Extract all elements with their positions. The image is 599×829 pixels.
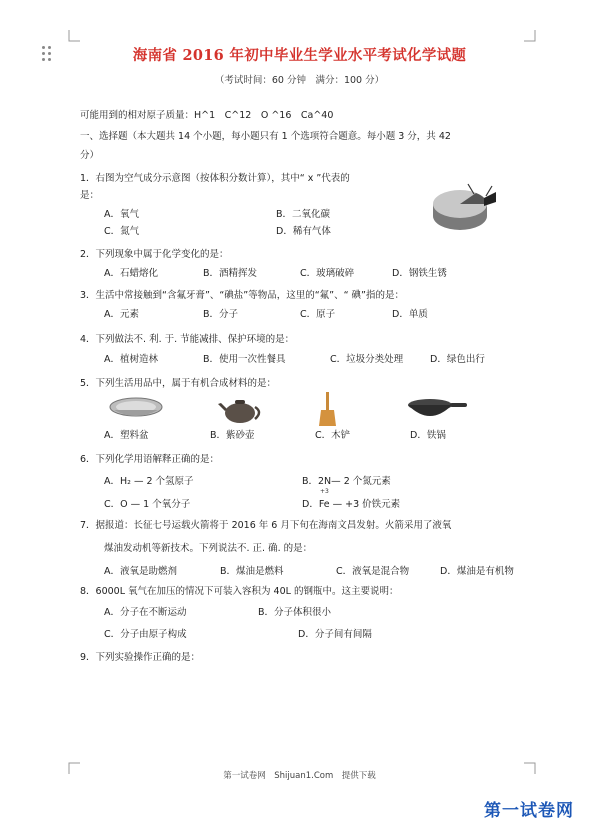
teapot-image xyxy=(218,392,264,426)
q4-stem: 4．下列做法不. 利. 于. 节能减排、保护环境的是： xyxy=(80,334,295,345)
q4-option-c: C．垃圾分类处理 xyxy=(330,354,404,365)
q1-option-a: A．氧气 xyxy=(104,209,139,220)
crop-mark-top-left xyxy=(68,30,80,42)
section-heading: 一、选择题（本大题共 14 个小题，每小题只有 1 个选项符合题意。每小题 3 分，共 42 xyxy=(80,131,451,142)
q2-stem: 2．下列现象中属于化学变化的是： xyxy=(80,249,229,260)
q3-option-d: D．单质 xyxy=(392,309,428,320)
q2-option-b: B．酒精挥发 xyxy=(203,268,258,279)
page-title: 海南省 2016 年初中毕业生学业水平考试化学试题 xyxy=(132,47,467,64)
q3-option-b: B．分子 xyxy=(203,309,239,320)
q2-option-a: A．石蜡熔化 xyxy=(104,268,158,279)
q4-option-b: B．使用一次性餐具 xyxy=(203,354,286,365)
crop-mark-top-right xyxy=(524,30,536,42)
q8-option-d: D．分子间有间隔 xyxy=(298,629,372,640)
q4-option-a: A．植树造林 xyxy=(104,354,158,365)
q6-stem: 6．下列化学用语解释正确的是： xyxy=(80,454,220,465)
q1-option-c: C．氮气 xyxy=(104,226,140,237)
q3-option-c: C．原子 xyxy=(300,309,336,320)
atomic-masses: 可能用到的相对原子质量：H^1 C^12 O ^16 Ca^40 xyxy=(80,110,334,121)
q5-option-b: B．紫砂壶 xyxy=(210,430,255,441)
q3-stem: 3．生活中常接触到“含氟牙膏”、“碘盐”等物品，这里的“氟”、“ 碘”指的是： xyxy=(80,290,404,301)
iron-wok-image xyxy=(404,395,468,423)
q2-option-c: C．玻璃破碎 xyxy=(300,268,355,279)
q1-option-b: B．二氧化碳 xyxy=(276,209,331,220)
q8-stem: 8．6000L 氧气在加压的情况下可装入容积为 40L 的钢瓶中。这主要说明： xyxy=(80,586,399,597)
q7-stem: 7．据报道：长征七号运载火箭将于 2016 年 6 月下旬在海南文昌发射。火箭采用了液氧 xyxy=(80,520,452,531)
q6-option-b: B．2N— 2 个氮元素 xyxy=(302,476,391,487)
q1-option-d: D．稀有气体 xyxy=(276,226,331,237)
q7-option-b: B．煤油是燃料 xyxy=(220,566,284,577)
q8-option-c: C．分子由原子构成 xyxy=(104,629,187,640)
q6-option-c: C．O — 1 个氧分子 xyxy=(104,499,191,510)
q4-option-d: D．绿色出行 xyxy=(430,354,485,365)
q1-stem: 1．右图为空气成分示意图（按体积分数计算），其中“ x ”代表的 xyxy=(80,173,350,184)
q5-stem: 5．下列生活用品中，属于有机合成材料的是： xyxy=(80,378,277,389)
q6-option-d: D．Fe — +3 价铁元素 xyxy=(302,499,401,510)
q8-option-a: A．分子在不断运动 xyxy=(104,607,187,618)
q9-stem: 9．下列实验操作正确的是： xyxy=(80,652,201,663)
q7-stem-cont: 煤油发动机等新技术。下列说法不. 正. 确. 的是： xyxy=(104,543,313,554)
q6-option-a: A．H₂ — 2 个氢原子 xyxy=(104,476,194,487)
q3-option-a: A．元素 xyxy=(104,309,139,320)
brand-logo[interactable]: 第一试卷网 xyxy=(484,801,574,821)
wooden-spatula-image xyxy=(318,392,338,428)
q5-option-a: A．塑料盆 xyxy=(104,430,149,441)
q2-option-d: D．钢铁生锈 xyxy=(392,268,447,279)
air-composition-pie-image xyxy=(430,180,502,238)
footer-text: 第一试卷网 Shijuan1.Com 提供下载 xyxy=(223,771,376,781)
plastic-basin-image xyxy=(108,396,164,420)
q6-valence-superscript: +3 xyxy=(320,488,329,495)
section-heading-cont: 分） xyxy=(80,150,100,161)
exam-info: （考试时间：60 分钟 满分：100 分） xyxy=(214,75,385,86)
q8-option-b: B．分子体积很小 xyxy=(258,607,332,618)
q5-option-c: C．木铲 xyxy=(315,430,351,441)
q7-option-d: D．煤油是有机物 xyxy=(440,566,514,577)
q5-option-d: D．铁锅 xyxy=(410,430,446,441)
q7-option-a: A．液氧是助燃剂 xyxy=(104,566,177,577)
q7-option-c: C．液氧是混合物 xyxy=(336,566,410,577)
q1-stem-cont: 是： xyxy=(80,190,100,201)
